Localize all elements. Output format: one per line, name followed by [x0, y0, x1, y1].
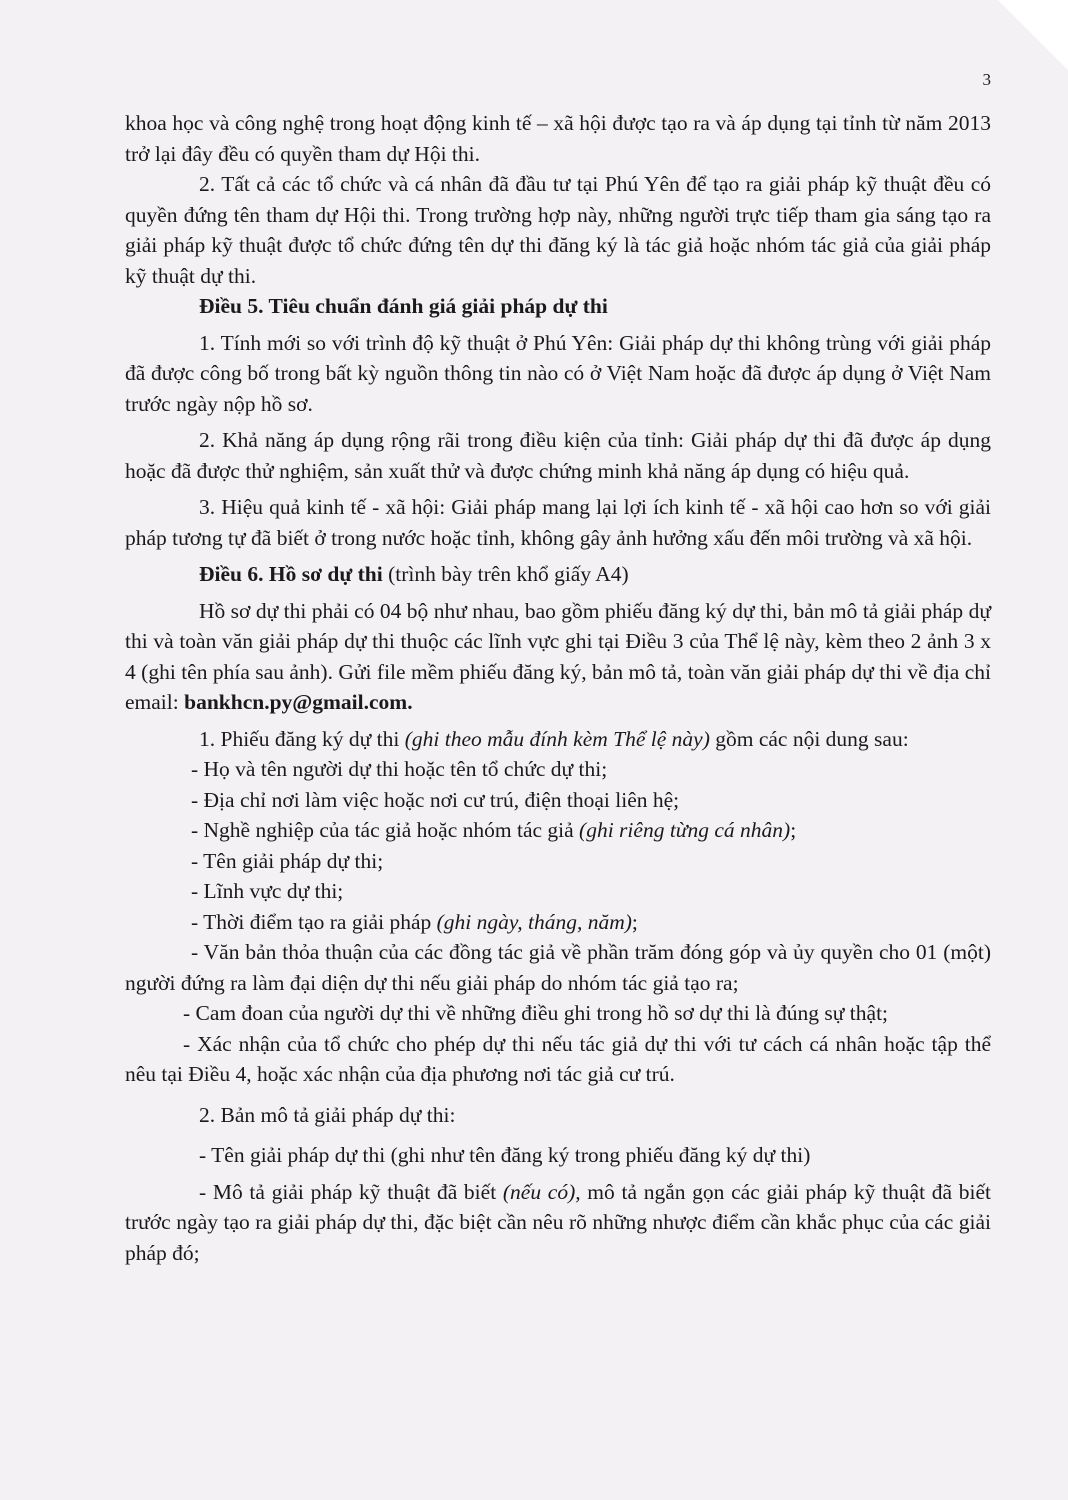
article-5-item-1: 1. Tính mới so với trình độ kỹ thuật ở Phú Yên: Giải pháp dự thi không trùng với giải pháp đã được công bố trong bất kỳ nguồn thông tin nào có ở Việt Nam hoặc đã được áp dụng ở Việt Nam trước ngày nộp hồ sơ.	[125, 330, 991, 416]
list-item	[125, 815, 991, 846]
list-item-text: - Nghề nghiệp của tác giả hoặc nhóm tác giả	[191, 818, 580, 842]
list-item	[125, 1177, 991, 1269]
list-item: - Cam đoan của người dự thi về những điều ghi trong hồ sơ dự thi là đúng sự thật;	[183, 1001, 889, 1025]
list-item: - Lĩnh vực dự thi;	[191, 879, 344, 903]
list-item-suffix: mô tả ngắn gọn các giải pháp kỹ thuật đã biết trước ngày tạo ra giải pháp dự thi, đặc biệt cần nêu rõ những nhược điểm cần khắc phục của các giải pháp đó;	[125, 1179, 991, 1265]
list-item: - Văn bản thỏa thuận của các đồng tác giả về phần trăm đóng góp và ủy quyền cho 01 (một) người đứng ra làm đại diện dự thi nếu giải pháp do nhóm tác giả tạo ra;	[125, 940, 991, 995]
list-item	[125, 907, 991, 938]
item-1-suffix: gồm các nội dung sau:	[709, 726, 909, 751]
item-1-heading	[125, 724, 991, 755]
article-4-item-2: 2. Tất cả các tổ chức và cá nhân đã đầu tư tại Phú Yên để tạo ra giải pháp kỹ thuật đều có quyền đứng tên tham dự Hội thi. Trong trường hợp này, những người trực tiếp tham gia sáng tạo ra giải pháp kỹ thuật được tổ chức đứng tên dự thi đăng ký là tác giả hoặc nhóm tác giả của giải pháp kỹ thuật dự thi.	[125, 172, 991, 288]
item-1-prefix: 1. Phiếu đăng ký dự thi	[199, 726, 405, 751]
list-item-text: - Thời điểm tạo ra giải pháp	[191, 909, 437, 934]
document-body	[125, 108, 991, 1268]
list-item-suffix: ;	[631, 909, 638, 934]
list-item: - Xác nhận của tổ chức cho phép dự thi nếu tác giả dự thi với tư cách cá nhân hoặc tập thể nêu tại Điều 4, hoặc xác nhận của địa phương nơi tác giả cư trú.	[125, 1031, 991, 1086]
list-item: - Tên giải pháp dự thi (ghi như tên đăng ký trong phiếu đăng ký dự thi)	[199, 1143, 811, 1167]
item-1-note: (ghi theo mẫu đính kèm Thể lệ này)	[404, 726, 710, 751]
item-2-heading: 2. Bản mô tả giải pháp dự thi:	[199, 1102, 456, 1127]
list-item-note: (ghi ngày, tháng, năm)	[436, 909, 632, 934]
article-5-heading: Điều 5. Tiêu chuẩn đánh giá giải pháp dự thi	[199, 294, 608, 318]
list-item-suffix: ;	[790, 818, 797, 842]
paragraph-continuation: khoa học và công nghệ trong hoạt động kinh tế – xã hội được tạo ra và áp dụng tại tỉnh từ năm 2013 trở lại đây đều có quyền tham dự Hội thi.	[125, 111, 991, 166]
list-item-note: (ghi riêng từng cá nhân)	[579, 818, 791, 842]
registration-form-section	[125, 724, 991, 1269]
folded-corner	[998, 0, 1068, 70]
list-item-text: - Mô tả giải pháp kỹ thuật đã biết	[199, 1179, 503, 1204]
article-6-intro-text: Hồ sơ dự thi phải có 04 bộ như nhau, bao gồm phiếu đăng ký dự thi, bản mô tả giải pháp dự thi và toàn văn giải pháp dự thi thuộc các lĩnh vực ghi tại Điều 3 của Thể lệ này, kèm theo 2 ảnh 3 x 4 (ghi tên phía sau ảnh). Gửi file mềm phiếu đăng ký, bản mô tả, toàn văn giải pháp dự thi về địa chỉ email:	[125, 598, 991, 714]
contact-email: bankhcn.py@gmail.com.	[184, 690, 413, 714]
article-6-heading-line	[125, 559, 991, 590]
list-item: - Họ và tên người dự thi hoặc tên tổ chức dự thi;	[191, 757, 608, 781]
list-item: - Địa chỉ nơi làm việc hoặc nơi cư trú, điện thoại liên hệ;	[191, 787, 680, 812]
list-item: - Tên giải pháp dự thi;	[191, 848, 384, 873]
article-6-heading: Điều 6. Hồ sơ dự thi	[199, 562, 383, 586]
article-6-intro	[125, 596, 991, 718]
article-5-item-3: 3. Hiệu quả kinh tế - xã hội: Giải pháp mang lại lợi ích kinh tế - xã hội cao hơn so với giải pháp tương tự đã biết ở trong nước hoặc tỉnh, không gây ảnh hưởng xấu đến môi trường và xã hội.	[125, 495, 991, 550]
page-number: 3	[982, 70, 991, 89]
article-6-heading-note: (trình bày trên khổ giấy A4)	[388, 562, 629, 586]
article-5-item-2: 2. Khả năng áp dụng rộng rãi trong điều kiện của tỉnh: Giải pháp dự thi đã được áp dụng hoặc đã được thử nghiệm, sản xuất thử và được chứng minh khả năng áp dụng có hiệu quả.	[125, 428, 991, 483]
list-item-note: (nếu có),	[502, 1179, 581, 1204]
